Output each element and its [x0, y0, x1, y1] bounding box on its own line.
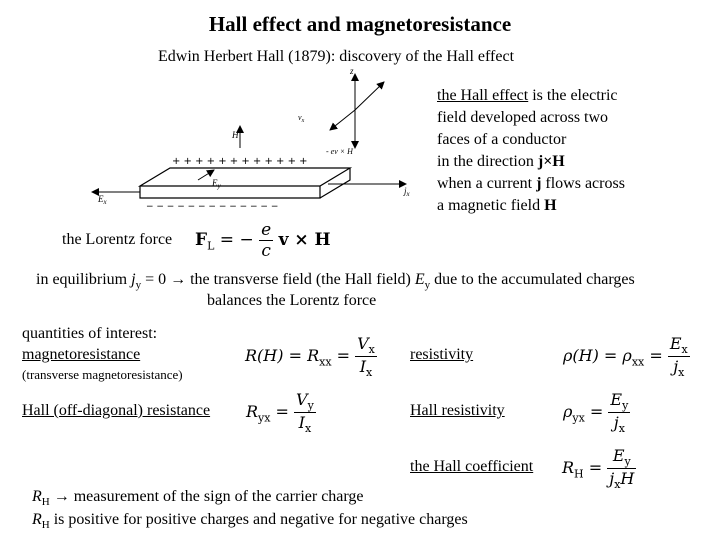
h-label: H: [232, 130, 239, 140]
magnetoresistance-label: magnetoresistance: [22, 346, 141, 363]
plus-charges: + + + + + + + + + + + +: [172, 156, 308, 167]
ex-label: $E_x$: [98, 194, 107, 206]
hall-resistivity-label: Hall resistivity: [410, 402, 505, 419]
force-arrow: [330, 110, 355, 130]
equilibrium-line2: balances the Lorentz force: [207, 292, 377, 309]
hall-effect-link[interactable]: the Hall effect: [437, 87, 529, 104]
hall-resistance-label: Hall (off-diagonal) resistance: [22, 402, 211, 419]
equilibrium-line1: in equilibrium $j_y = 0$ → the transverse field (the Hall field) $E_y$ due to the accumulated charges: [36, 271, 635, 292]
hall-effect-description: the Hall effect is the electric field developed across two faces of a conductor in the direction j×H when a current j flows across a magnetic field H: [437, 87, 625, 214]
resistivity-label: resistivity: [410, 346, 474, 363]
lorentz-equation: $F_L$ = − $\frac{e}{c}$ v × H: [195, 220, 331, 261]
footer-line1: $R_H$ → measurement of the sign of the carrier charge: [32, 488, 364, 509]
minus-charges: − − − − − − − − − − − − −: [146, 202, 279, 212]
subtitle: Edwin Herbert Hall (1879): discovery of the Hall effect: [158, 48, 515, 65]
lorentz-label: the Lorentz force: [62, 231, 173, 248]
footer-line2: $R_H$ is positive for positive charges and negative for negative charges: [32, 511, 468, 532]
hall-resistivity-equation: $\rho_{yx}$ = $\frac{E_y}{j_x}$: [563, 390, 629, 436]
quantities-heading: quantities of interest:: [22, 325, 158, 342]
ev-label: - ev × H: [326, 147, 353, 156]
hall-coefficient-label: the Hall coefficient: [410, 458, 534, 475]
diag-axis: [355, 82, 384, 110]
ey-label: $E_y$: [212, 178, 221, 190]
hall-resistance-equation: $R_{yx}$ = $\frac{V_y}{I_x}$: [246, 390, 314, 436]
magnetoresistance-equation: $R(H) = R_{xx}$ = $\frac{V_x}{I_x}$: [245, 334, 375, 380]
hall-coefficient-equation: $R_H$ = $\frac{E_y}{j_xH}$: [562, 446, 635, 492]
vx-label: $v_x$: [298, 113, 305, 124]
conductor-slab: [140, 168, 350, 198]
page-title: Hall effect and magnetoresistance: [208, 12, 512, 36]
jx-label: $j_x$: [404, 186, 410, 198]
z-label: z: [350, 68, 354, 76]
resistivity-equation: $\rho(H) = \rho_{xx}$ = $\frac{E_x}{j_x}$: [563, 334, 688, 380]
hall-effect-diagram: [88, 68, 433, 218]
magnetoresistance-note: (transverse magnetoresistance): [22, 367, 183, 382]
